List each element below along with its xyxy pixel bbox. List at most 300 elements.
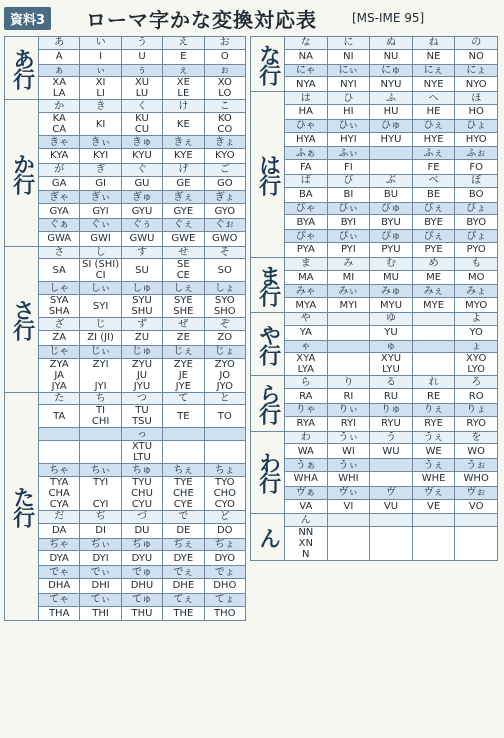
table-row [5,295,246,318]
kana-cell: きぃ [80,136,121,149]
kana-cell: きょ [204,136,245,149]
romaji-cell: XO LO [204,77,245,100]
kana-cell: そ [204,246,245,259]
kana-cell: ちぇ [163,464,204,477]
table-row [5,330,246,345]
kana-cell: ぐぅ [121,218,162,231]
romaji-cell: GYE [163,204,204,219]
table-row [5,538,246,551]
romaji-cell: BO [455,187,498,202]
table-row [251,444,498,459]
romaji-cell: TE [163,405,204,428]
romaji-cell: BYA [285,215,328,230]
kana-cell: づ [121,510,162,523]
romaji-cell: XE LE [163,77,204,100]
kana-cell: でゅ [121,566,162,579]
romaji-cell: MI [327,270,370,285]
kana-cell: ぬ [370,37,413,50]
romaji-cell: GYA [39,204,80,219]
kana-cell: し [80,246,121,259]
table-row [251,64,498,77]
romaji-cell: WI [327,444,370,459]
romaji-cell: SI (SHI) CI [80,259,121,282]
row-group-label: ら行 [251,376,285,431]
romaji-cell: XYA LYA [285,353,328,376]
romaji-cell: HA [285,104,328,119]
table-row [251,147,498,160]
page-subtitle: [MS-IME 95] [352,11,425,25]
romaji-cell: TYU CHU CYU [121,476,162,510]
romaji-cell: MU [370,270,413,285]
romaji-cell [455,527,498,561]
romaji-cell: RYE [412,416,455,431]
romaji-cell: MYA [285,298,328,313]
row-group-label: な行 [251,37,285,92]
kana-cell: ぢぃ [80,538,121,551]
table-row [5,49,246,64]
romaji-cell: BYI [327,215,370,230]
romaji-cell: GO [204,176,245,191]
kana-cell: ふぃ [327,147,370,160]
table-row [251,325,498,340]
romaji-cell: BA [285,187,328,202]
romaji-cell: GYI [80,204,121,219]
kana-cell: でぃ [80,566,121,579]
kana-cell: じゅ [121,345,162,358]
romaji-cell: XU LU [121,77,162,100]
kana-cell: うぃ [327,431,370,444]
kana-cell [370,459,413,472]
kana-cell [412,340,455,353]
romaji-cell: THE [163,606,204,621]
kana-cell: え [163,37,204,50]
kana-cell: びょ [455,202,498,215]
romaji-cell: SE CE [163,259,204,282]
table-row [251,77,498,92]
kana-cell: ぴゅ [370,230,413,243]
table-row [5,606,246,621]
row-group-label: ま行 [251,257,285,312]
kana-cell: の [455,37,498,50]
row-group-label: さ行 [5,246,39,392]
romaji-cell: TU TSU [121,405,162,428]
romaji-cell: HYE [412,132,455,147]
kana-cell: ご [204,163,245,176]
romaji-cell: HO [455,104,498,119]
table-row [5,464,246,477]
kana-cell: ち [80,392,121,405]
table-row [5,593,246,606]
kana-cell: きゅ [121,136,162,149]
kana-cell: ぜ [163,318,204,331]
kana-cell: ぎゃ [39,191,80,204]
romaji-cell [327,353,370,376]
romaji-cell: VO [455,499,498,514]
table-row [5,204,246,219]
romaji-cell: HE [412,104,455,119]
kana-cell: だ [39,510,80,523]
romaji-cell: XI LI [80,77,121,100]
romaji-cell: GYO [204,204,245,219]
table-row [5,148,246,163]
romaji-cell [327,325,370,340]
kana-cell: うぇ [412,431,455,444]
table-row [5,441,246,464]
romaji-cell: XA LA [39,77,80,100]
romaji-cell: SYO SHO [204,295,245,318]
kana-cell: ほ [455,92,498,105]
romaji-cell: KU CU [121,113,162,136]
kana-cell: い [80,37,121,50]
romaji-cell: YA [285,325,328,340]
table-row [5,218,246,231]
kana-cell: み [327,257,370,270]
romaji-cell: PYU [370,242,413,257]
kana-cell: しぃ [80,282,121,295]
kana-cell: ぶ [370,174,413,187]
kana-cell: にゃ [285,64,328,77]
kana-cell: て [163,392,204,405]
row-group-label: か行 [5,100,39,246]
table-row [251,340,498,353]
romaji-cell: VE [412,499,455,514]
kana-cell: う [121,37,162,50]
romaji-cell: MYU [370,298,413,313]
romaji-cell: RYU [370,416,413,431]
table-row [5,113,246,136]
romaji-cell: VI [327,499,370,514]
kana-cell: す [121,246,162,259]
kana-cell: ぼ [455,174,498,187]
kana-cell: きぇ [163,136,204,149]
romaji-cell: GE [163,176,204,191]
table-row [251,37,498,50]
romaji-cell: THO [204,606,245,621]
romaji-cell: PYO [455,242,498,257]
kana-cell: と [204,392,245,405]
kana-cell [412,312,455,325]
kana-cell: ヴぇ [412,486,455,499]
material-badge: 資料3 [4,7,51,30]
romaji-cell: NU [370,49,413,64]
romaji-cell: SYE SHE [163,295,204,318]
romaji-cell: XYO LYO [455,353,498,376]
kana-cell: びゅ [370,202,413,215]
kana-cell: じぇ [163,345,204,358]
romaji-cell: DHA [39,578,80,593]
kana-cell: よ [455,312,498,325]
romaji-cell [327,527,370,561]
table-row [251,527,498,561]
romaji-cell: BE [412,187,455,202]
kana-cell: ぢょ [204,538,245,551]
kana-cell: ヴ [370,486,413,499]
romaji-cell: THI [80,606,121,621]
romaji-cell: ZYE JE JYE [163,358,204,392]
kana-cell: り [327,376,370,389]
kana-cell: っ [121,428,162,441]
kana-cell [327,340,370,353]
romaji-cell: KO CO [204,113,245,136]
kana-cell: な [285,37,328,50]
romaji-cell: BYU [370,215,413,230]
kana-cell: ま [285,257,328,270]
romaji-cell: U [121,49,162,64]
romaji-cell: KA CA [39,113,80,136]
kana-cell: みぃ [327,285,370,298]
romaji-cell: THA [39,606,80,621]
kana-cell: れ [412,376,455,389]
kana-cell: ひゅ [370,119,413,132]
romaji-cell: VA [285,499,328,514]
romaji-cell: DYA [39,551,80,566]
kana-cell: じぃ [80,345,121,358]
romaji-cell: NYU [370,77,413,92]
romaji-cell: A [39,49,80,64]
kana-cell: ひょ [455,119,498,132]
kana-cell: ど [204,510,245,523]
romaji-cell: SA [39,259,80,282]
romaji-cell: RYA [285,416,328,431]
kana-cell: ひゃ [285,119,328,132]
romaji-cell: DYO [204,551,245,566]
table-row [5,551,246,566]
romaji-cell: ZI (JI) [80,330,121,345]
kana-cell: め [412,257,455,270]
kana-cell: ふぉ [455,147,498,160]
kana-cell: ぎょ [204,191,245,204]
kana-cell: む [370,257,413,270]
kana-cell: ぎぇ [163,191,204,204]
romaji-cell: GA [39,176,80,191]
kana-cell: てぃ [80,593,121,606]
romaji-cell: TYI CYI [80,476,121,510]
table-row [5,136,246,149]
table-row [251,471,498,486]
table-row [251,376,498,389]
kana-cell: く [121,100,162,113]
kana-cell: ヴぃ [327,486,370,499]
kana-cell [455,514,498,527]
romaji-cell: BI [327,187,370,202]
kana-cell: は [285,92,328,105]
kana-cell: ひぇ [412,119,455,132]
kana-cell: ね [412,37,455,50]
romaji-cell: HYI [327,132,370,147]
romaji-cell: RI [327,389,370,404]
romaji-cell: ZYI JYI [80,358,121,392]
kana-cell [39,428,80,441]
kana-cell: しょ [204,282,245,295]
table-row [5,191,246,204]
romaji-cell: TYA CHA CYA [39,476,80,510]
romaji-cell: ZO [204,330,245,345]
table-row [251,187,498,202]
kana-cell: ゃ [285,340,328,353]
romaji-cell: GWU [121,231,162,246]
table-row [251,160,498,175]
kana-cell: を [455,431,498,444]
romaji-cell: FI [327,160,370,175]
kana-cell: ぴゃ [285,230,328,243]
romaji-cell: E [163,49,204,64]
kana-cell [163,428,204,441]
kana-cell: る [370,376,413,389]
row-group-label: ん [251,514,285,561]
romaji-cell: KYO [204,148,245,163]
romaji-cell: YU [370,325,413,340]
romaji-cell: TI CHI [80,405,121,428]
romaji-cell: WO [455,444,498,459]
kana-cell: ぎ [80,163,121,176]
romaji-cell: ZYU JU JYU [121,358,162,392]
kana-cell: ょ [455,340,498,353]
kana-cell: せ [163,246,204,259]
romaji-cell: NI [327,49,370,64]
kana-cell: ぴょ [455,230,498,243]
kana-cell: ちゅ [121,464,162,477]
table-row [5,428,246,441]
romaji-cell: WU [370,444,413,459]
kana-cell: ヴぁ [285,486,328,499]
kana-cell: ぃ [80,64,121,77]
romaji-cell: NN XN N [285,527,328,561]
romaji-cell: DI [80,523,121,538]
kana-cell: ぴぃ [327,230,370,243]
romaji-cell: WHE [412,471,455,486]
romaji-cell: GWE [163,231,204,246]
kana-cell: ぁ [39,64,80,77]
table-row [5,318,246,331]
romaji-cell: GWA [39,231,80,246]
kana-cell: にぇ [412,64,455,77]
romaji-cell [370,527,413,561]
romaji-cell [370,160,413,175]
romaji-cell: FA [285,160,328,175]
table-row [5,176,246,191]
romaji-cell: NA [285,49,328,64]
kana-cell: うぉ [455,459,498,472]
kana-cell: ゆ [370,312,413,325]
romaji-cell: WHO [455,471,498,486]
header [0,0,504,36]
kana-cell: ぉ [204,64,245,77]
romaji-cell: KI [80,113,121,136]
kana-cell [370,514,413,527]
kana-cell: ん [285,514,328,527]
kana-cell: みゃ [285,285,328,298]
romaji-cell [412,353,455,376]
romaji-cell: PYA [285,242,328,257]
romaji-cell: NYE [412,77,455,92]
table-row [5,405,246,428]
kana-cell: うぃ [327,459,370,472]
table-row [5,100,246,113]
kana-cell: ぢゃ [39,538,80,551]
kana-cell: うぁ [285,459,328,472]
kana-cell: ぢ [80,510,121,523]
kana-cell: びゃ [285,202,328,215]
romaji-cell: NO [455,49,498,64]
kana-cell: へ [412,92,455,105]
kana-cell: び [327,174,370,187]
kana-cell: にょ [455,64,498,77]
romaji-cell: DU [121,523,162,538]
romaji-cell [370,471,413,486]
kana-cell: ちぃ [80,464,121,477]
table-row [5,64,246,77]
romaji-cell: GWO [204,231,245,246]
kana-cell: お [204,37,245,50]
kana-cell: しゅ [121,282,162,295]
kana-cell: しぇ [163,282,204,295]
table-row [251,92,498,105]
right-table-panel [250,36,498,561]
kana-cell: に [327,37,370,50]
romaji-cell: MO [455,270,498,285]
romaji-cell: WHI [327,471,370,486]
left-romaji-table [4,36,246,621]
right-romaji-table [250,36,498,561]
romaji-cell: MYE [412,298,455,313]
kana-cell: てぇ [163,593,204,606]
table-row [5,259,246,282]
romaji-cell: THU [121,606,162,621]
table-row [251,202,498,215]
kana-cell: ず [121,318,162,331]
kana-cell: う [370,431,413,444]
kana-cell: ぎゅ [121,191,162,204]
table-row [5,578,246,593]
kana-cell: りぃ [327,403,370,416]
table-row [5,510,246,523]
kana-cell: ざ [39,318,80,331]
table-row [5,476,246,510]
table-row [5,163,246,176]
romaji-cell: I [80,49,121,64]
kana-cell: ろ [455,376,498,389]
kana-cell: てょ [204,593,245,606]
romaji-cell: RA [285,389,328,404]
romaji-cell: FE [412,160,455,175]
kana-cell: にゅ [370,64,413,77]
romaji-cell: BYE [412,215,455,230]
table-row [251,416,498,431]
kana-cell: ぎぃ [80,191,121,204]
kana-cell: ぴぇ [412,230,455,243]
romaji-cell [412,527,455,561]
kana-cell: ぐぁ [39,218,80,231]
table-row [5,37,246,50]
kana-cell: で [163,510,204,523]
romaji-cell: SYI [80,295,121,318]
kana-cell: うぇ [412,459,455,472]
kana-cell: ふ [370,92,413,105]
table-row [251,230,498,243]
kana-cell: ぐぇ [163,218,204,231]
table-row [251,514,498,527]
romaji-cell: DHO [204,578,245,593]
kana-cell: じ [80,318,121,331]
romaji-cell: PYI [327,242,370,257]
kana-cell: も [455,257,498,270]
kana-cell: げ [163,163,204,176]
kana-cell: でぇ [163,566,204,579]
kana-cell: か [39,100,80,113]
table-row [251,431,498,444]
kana-cell: ちょ [204,464,245,477]
romaji-cell: YO [455,325,498,340]
